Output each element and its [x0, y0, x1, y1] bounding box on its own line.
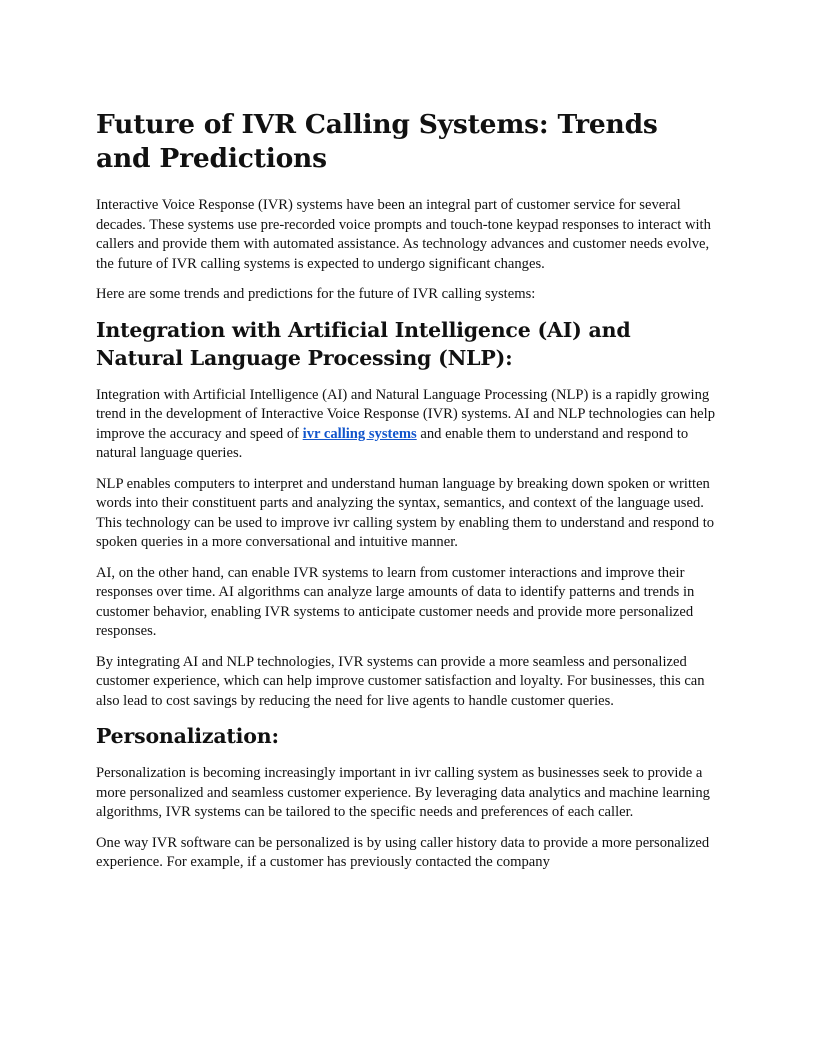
section-heading-ai-nlp: Integration with Artificial Intelligence (AI) and Natural Language Processing (NLP): — [96, 317, 631, 370]
ai-paragraph-1-text-before: Integration with Artificial Intelligence (AI) and Natural Language Processing (NLP) is a rapidly growing trend in the development of Interactive Voice Response (IVR) systems. AI and NLP technologies can help improve the accuracy and speed of — [96, 386, 716, 442]
ai-paragraph-4: By integrating AI and NLP technologies, IVR systems can provide a more seamless and personalized customer experience, which can help improve customer satisfaction and loyalty. For businesses, this can also lead to cost savings by reducing the need for live agents to handle customer queries. — [96, 653, 705, 709]
ai-paragraph-1 — [96, 386, 720, 464]
intro-paragraph-1: Interactive Voice Response (IVR) systems have been an integral part of customer service for several decades. These systems use pre-recorded voice prompts and touch-tone keypad responses to interact with callers and provide them with automated assistance. As technology advances and customer needs evolve, the future of IVR calling systems is expected to undergo significant changes. — [96, 197, 711, 272]
ivr-calling-systems-link[interactable]: ivr calling systems — [302, 425, 417, 442]
ai-paragraph-3: AI, on the other hand, can enable IVR systems to learn from customer interactions and improve their responses over time. AI algorithms can analyze large amounts of data to identify patterns and trends in customer behavior, enabling IVR systems to anticipate customer needs and provide more personalized responses. — [96, 564, 695, 639]
personalization-paragraph-1: Personalization is becoming increasingly important in ivr calling system as businesses seek to provide a more personalized and seamless customer experience. By leveraging data analytics and machine learning algorithms, IVR systems can be tailored to the specific needs and preferences of each caller. — [96, 765, 710, 820]
page-title: Future of IVR Calling Systems: Trends and Predictions — [96, 109, 658, 174]
ai-paragraph-2: NLP enables computers to interpret and understand human language by breaking down spoken or written words into their constituent parts and analyzing the syntax, semantics, and context of the language used. This technology can be used to improve ivr calling system by enabling them to understand and respond to spoken queries in a more conversational and intuitive manner. — [96, 475, 715, 550]
intro-paragraph-2: Here are some trends and predictions for the future of IVR calling systems: — [96, 286, 536, 302]
section-heading-personalization: Personalization: — [96, 724, 279, 748]
document-page — [96, 108, 720, 884]
ai-paragraph-1-text-after: and enable them to understand and respond to natural language queries. — [96, 425, 689, 461]
personalization-paragraph-2: One way IVR software can be personalized is by using caller history data to provide a more personalized experience. For example, if a customer has previously contacted the company — [96, 834, 710, 870]
